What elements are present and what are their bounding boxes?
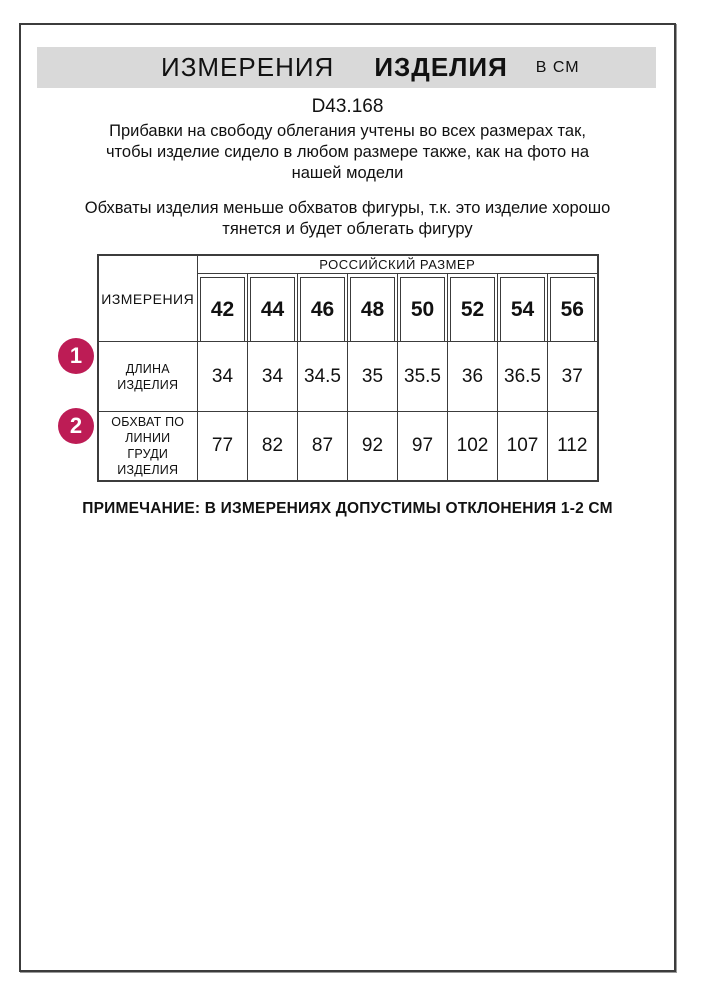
chest-value: 97 — [398, 412, 448, 482]
size-header: 52 — [450, 277, 495, 341]
chest-value: 77 — [198, 412, 248, 482]
page-title: ИЗМЕРЕНИЯ — [161, 52, 335, 82]
length-value: 36.5 — [498, 342, 548, 412]
size-group-header: РОССИЙСКИЙ РАЗМЕР — [198, 255, 598, 274]
length-value: 34 — [198, 342, 248, 412]
size-header: 54 — [500, 277, 545, 341]
page-frame — [19, 23, 676, 972]
units-label: В СМ — [535, 58, 580, 76]
intro-paragraph-fit: Прибавки на свободу облегания учтены во всех размерах так, чтобы изделие сидело в любом размере также, как на фото на нашей модели — [105, 122, 590, 182]
size-header: 50 — [400, 277, 445, 341]
row-label-chest: ОБХВАТ ПО ЛИНИИ ГРУДИ ИЗДЕЛИЯ — [98, 412, 198, 482]
page-title-emphasis: ИЗДЕЛИЯ — [374, 52, 508, 82]
intro-paragraph-stretch: Обхваты изделия меньше обхватов фигуры, т.к. это изделие хорошо тянется и будет облегать фигуру — [84, 199, 611, 238]
length-value: 34.5 — [298, 342, 348, 412]
chest-value: 82 — [248, 412, 298, 482]
size-header: 42 — [200, 277, 245, 341]
chest-value: 112 — [548, 412, 598, 482]
measurements-column-header: ИЗМЕРЕНИЯ — [98, 255, 198, 342]
chest-value: 107 — [498, 412, 548, 482]
length-value: 37 — [548, 342, 598, 412]
tolerance-note: ПРИМЕЧАНИЕ: В ИЗМЕРЕНИЯХ ДОПУСТИМЫ ОТКЛОНЕНИЯ 1-2 СМ — [82, 500, 613, 517]
length-value: 35 — [348, 342, 398, 412]
length-value: 34 — [248, 342, 298, 412]
size-header: 44 — [250, 277, 295, 341]
size-table-container — [21, 254, 674, 482]
row-marker-badge-2: 2 — [58, 408, 94, 444]
size-header: 56 — [550, 277, 595, 341]
length-value: 35.5 — [398, 342, 448, 412]
row-label-length: ДЛИНА ИЗДЕЛИЯ — [98, 342, 198, 412]
product-code: D43.168 — [311, 96, 384, 117]
title-bar — [37, 47, 656, 88]
size-table — [97, 254, 599, 482]
row-marker-badge-1: 1 — [58, 338, 94, 374]
chest-value: 92 — [348, 412, 398, 482]
chest-value: 102 — [448, 412, 498, 482]
size-header: 46 — [300, 277, 345, 341]
length-value: 36 — [448, 342, 498, 412]
table-row-chest — [98, 412, 598, 482]
chest-value: 87 — [298, 412, 348, 482]
table-row-length — [98, 342, 598, 412]
size-header: 48 — [350, 277, 395, 341]
